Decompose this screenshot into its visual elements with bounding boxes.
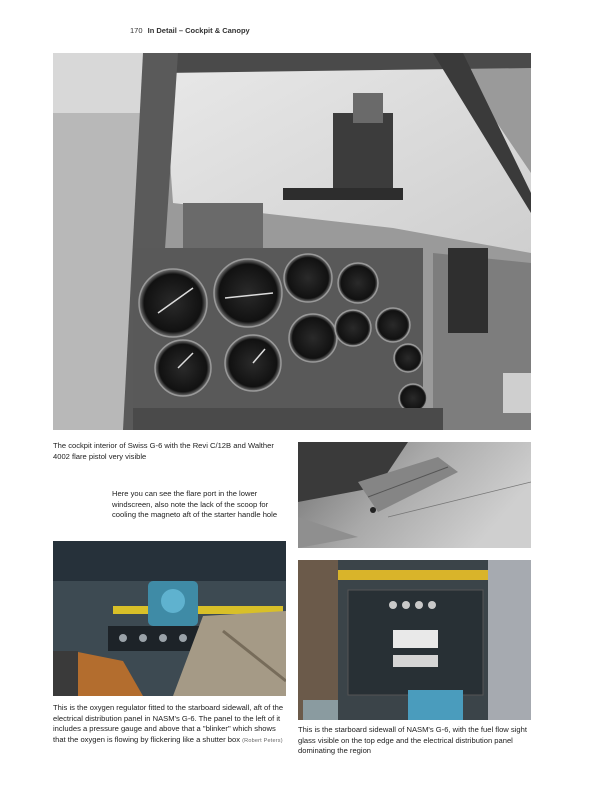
windscreen-photo-image xyxy=(298,442,531,548)
chapter-title: In Detail – Cockpit & Canopy xyxy=(147,26,250,35)
cockpit-photo xyxy=(53,53,531,430)
starboard-sidewall-photo-image xyxy=(298,560,531,720)
caption-text: The cockpit interior of Swiss G-6 with the Revi C/12B and Walther 4002 flare pistol very visible xyxy=(53,441,274,461)
running-header xyxy=(130,26,250,35)
oxygen-regulator-photo-caption xyxy=(53,703,289,746)
starboard-sidewall-photo xyxy=(298,560,531,720)
windscreen-photo-caption xyxy=(112,489,290,521)
page-number: 170 xyxy=(130,26,143,35)
cockpit-photo-caption xyxy=(53,441,283,462)
cockpit-photo-image xyxy=(53,53,531,430)
caption-text: This is the starboard sidewall of NASM's G-6, with the fuel flow sight glass visible on the top edge and the electrical distribution panel dominating the region xyxy=(298,725,527,755)
photo-credit: (Robert Peters) xyxy=(242,737,283,744)
caption-text: Here you can see the flare port in the lower windscreen, also note the lack of the scoop for cooling the magneto aft of the starter handle hole xyxy=(112,489,278,519)
starboard-sidewall-photo-caption xyxy=(298,725,534,757)
oxygen-regulator-photo-image xyxy=(53,541,286,696)
windscreen-photo xyxy=(298,442,531,548)
oxygen-regulator-photo xyxy=(53,541,286,696)
caption-text: This is the oxygen regulator fitted to the starboard sidewall, aft of the electrical distribution panel in NASM's G-6. The panel to the left of it includes a pressure gauge and above that a "blinker" which shows that the oxygen is flowing by flickering like a shutter box xyxy=(53,703,284,744)
